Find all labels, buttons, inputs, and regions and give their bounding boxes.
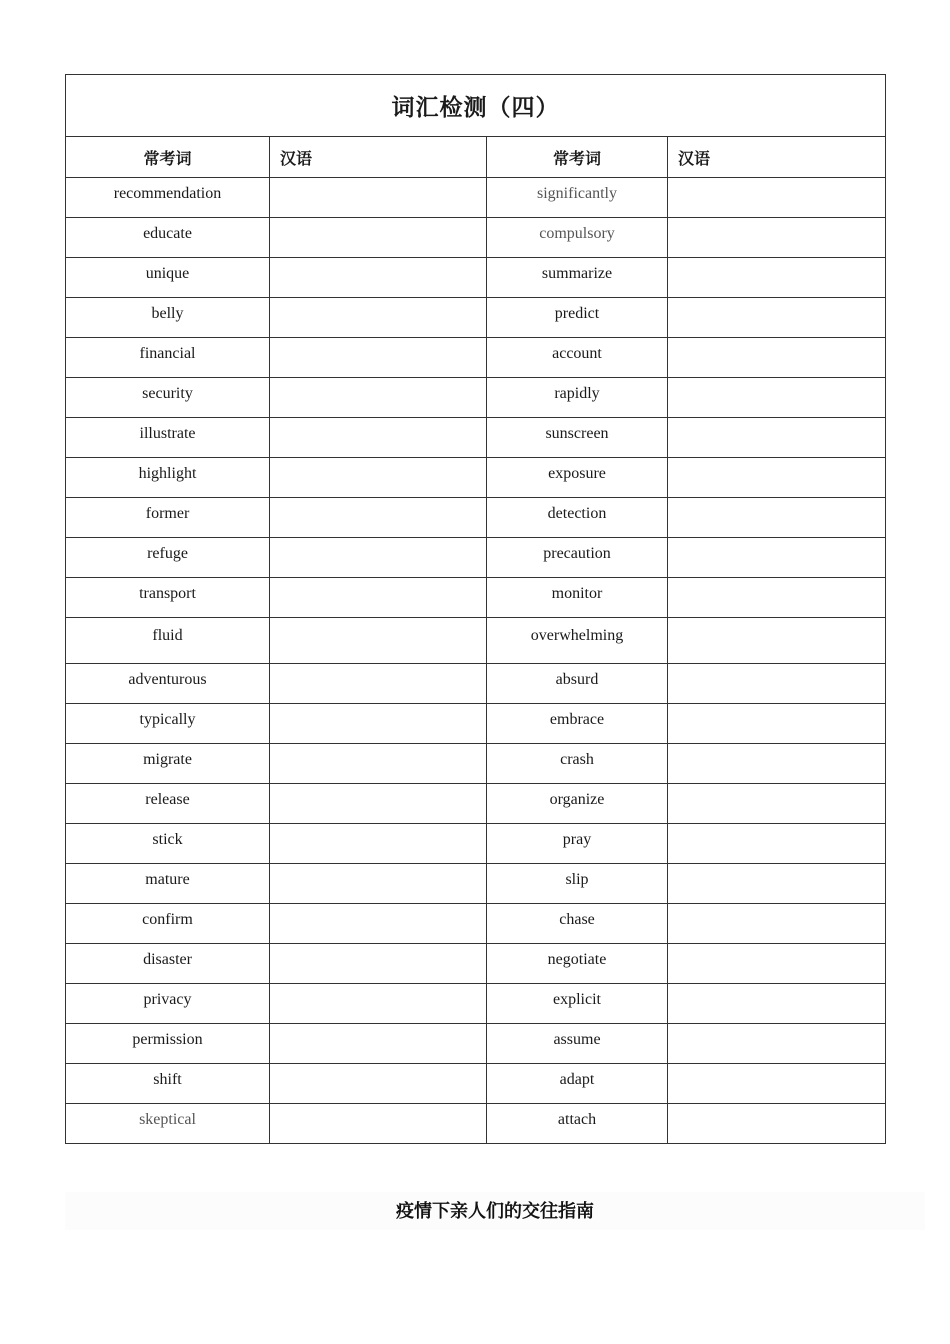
answer-cell-right[interactable] [668,984,886,1024]
header-row [66,137,886,178]
table-row [66,784,886,824]
word-cell-right: rapidly [487,378,668,418]
header-chinese-right: 汉语 [668,137,886,178]
word-cell-right: embrace [487,704,668,744]
table-row [66,258,886,298]
word-cell-left: confirm [66,904,270,944]
answer-cell-right[interactable] [668,458,886,498]
answer-cell-left[interactable] [270,784,487,824]
word-cell-right: pray [487,824,668,864]
answer-cell-left[interactable] [270,1104,487,1144]
answer-cell-right[interactable] [668,1064,886,1104]
answer-cell-right[interactable] [668,418,886,458]
table-row [66,418,886,458]
word-cell-left: shift [66,1064,270,1104]
answer-cell-right[interactable] [668,298,886,338]
word-cell-left: recommendation [66,178,270,218]
word-cell-right: detection [487,498,668,538]
answer-cell-right[interactable] [668,944,886,984]
vocabulary-table [65,74,886,1144]
word-cell-right: adapt [487,1064,668,1104]
answer-cell-left[interactable] [270,338,487,378]
page-title: 词汇检测（四） [66,75,886,137]
table-row [66,338,886,378]
answer-cell-right[interactable] [668,1024,886,1064]
word-cell-right: assume [487,1024,668,1064]
answer-cell-right[interactable] [668,664,886,704]
answer-cell-right[interactable] [668,498,886,538]
word-cell-right: explicit [487,984,668,1024]
answer-cell-right[interactable] [668,824,886,864]
answer-cell-left[interactable] [270,298,487,338]
table-row [66,1104,886,1144]
answer-cell-right[interactable] [668,618,886,664]
answer-cell-left[interactable] [270,418,487,458]
word-cell-left: adventurous [66,664,270,704]
answer-cell-left[interactable] [270,178,487,218]
table-row [66,498,886,538]
word-cell-right: monitor [487,578,668,618]
word-cell-left: highlight [66,458,270,498]
answer-cell-left[interactable] [270,864,487,904]
table-row [66,984,886,1024]
table-row [66,944,886,984]
table-row [66,458,886,498]
word-cell-right: precaution [487,538,668,578]
answer-cell-left[interactable] [270,704,487,744]
answer-cell-left[interactable] [270,378,487,418]
table-row [66,664,886,704]
word-cell-left: security [66,378,270,418]
answer-cell-right[interactable] [668,784,886,824]
table-row [66,864,886,904]
answer-cell-right[interactable] [668,378,886,418]
word-cell-left: illustrate [66,418,270,458]
answer-cell-right[interactable] [668,538,886,578]
table-row [66,618,886,664]
table-row [66,538,886,578]
answer-cell-left[interactable] [270,944,487,984]
answer-cell-left[interactable] [270,904,487,944]
word-cell-left: transport [66,578,270,618]
word-cell-right: slip [487,864,668,904]
word-cell-left: release [66,784,270,824]
word-cell-left: financial [66,338,270,378]
word-cell-left: mature [66,864,270,904]
answer-cell-left[interactable] [270,498,487,538]
answer-cell-left[interactable] [270,744,487,784]
table-row [66,378,886,418]
table-row [66,824,886,864]
answer-cell-left[interactable] [270,664,487,704]
word-cell-left: refuge [66,538,270,578]
answer-cell-right[interactable] [668,178,886,218]
answer-cell-left[interactable] [270,538,487,578]
table-row [66,1064,886,1104]
word-cell-left: stick [66,824,270,864]
answer-cell-right[interactable] [668,744,886,784]
title-row [66,75,886,137]
table-row [66,744,886,784]
answer-cell-right[interactable] [668,904,886,944]
word-cell-right: exposure [487,458,668,498]
table-row [66,578,886,618]
answer-cell-right[interactable] [668,338,886,378]
header-word-left: 常考词 [66,137,270,178]
word-cell-left: skeptical [66,1104,270,1144]
word-cell-right: crash [487,744,668,784]
answer-cell-left[interactable] [270,578,487,618]
word-cell-right: attach [487,1104,668,1144]
table-row [66,1024,886,1064]
answer-cell-left[interactable] [270,618,487,664]
word-cell-right: summarize [487,258,668,298]
header-word-right: 常考词 [487,137,668,178]
answer-cell-left[interactable] [270,1064,487,1104]
word-cell-left: educate [66,218,270,258]
answer-cell-right[interactable] [668,1104,886,1144]
word-cell-right: overwhelming [487,618,668,664]
word-cell-right: organize [487,784,668,824]
word-cell-left: belly [66,298,270,338]
word-cell-right: absurd [487,664,668,704]
word-cell-left: disaster [66,944,270,984]
answer-cell-right[interactable] [668,864,886,904]
word-cell-right: negotiate [487,944,668,984]
table-row [66,704,886,744]
answer-cell-left[interactable] [270,218,487,258]
word-cell-right: chase [487,904,668,944]
word-cell-left: migrate [66,744,270,784]
table-row [66,298,886,338]
word-cell-right: compulsory [487,218,668,258]
answer-cell-right[interactable] [668,704,886,744]
word-cell-left: privacy [66,984,270,1024]
header-chinese-left: 汉语 [270,137,487,178]
answer-cell-left[interactable] [270,458,487,498]
word-cell-right: account [487,338,668,378]
table-row [66,218,886,258]
answer-cell-left[interactable] [270,1024,487,1064]
table-row [66,904,886,944]
word-cell-right: predict [487,298,668,338]
word-cell-left: unique [66,258,270,298]
answer-cell-right[interactable] [668,578,886,618]
answer-cell-right[interactable] [668,258,886,298]
answer-cell-right[interactable] [668,218,886,258]
word-cell-left: fluid [66,618,270,664]
word-cell-left: permission [66,1024,270,1064]
word-cell-left: typically [66,704,270,744]
table-row [66,178,886,218]
word-cell-right: significantly [487,178,668,218]
answer-cell-left[interactable] [270,824,487,864]
word-cell-left: former [66,498,270,538]
passage-title: 疫情下亲人们的交往指南 [65,1192,925,1230]
answer-cell-left[interactable] [270,984,487,1024]
word-cell-right: sunscreen [487,418,668,458]
answer-cell-left[interactable] [270,258,487,298]
